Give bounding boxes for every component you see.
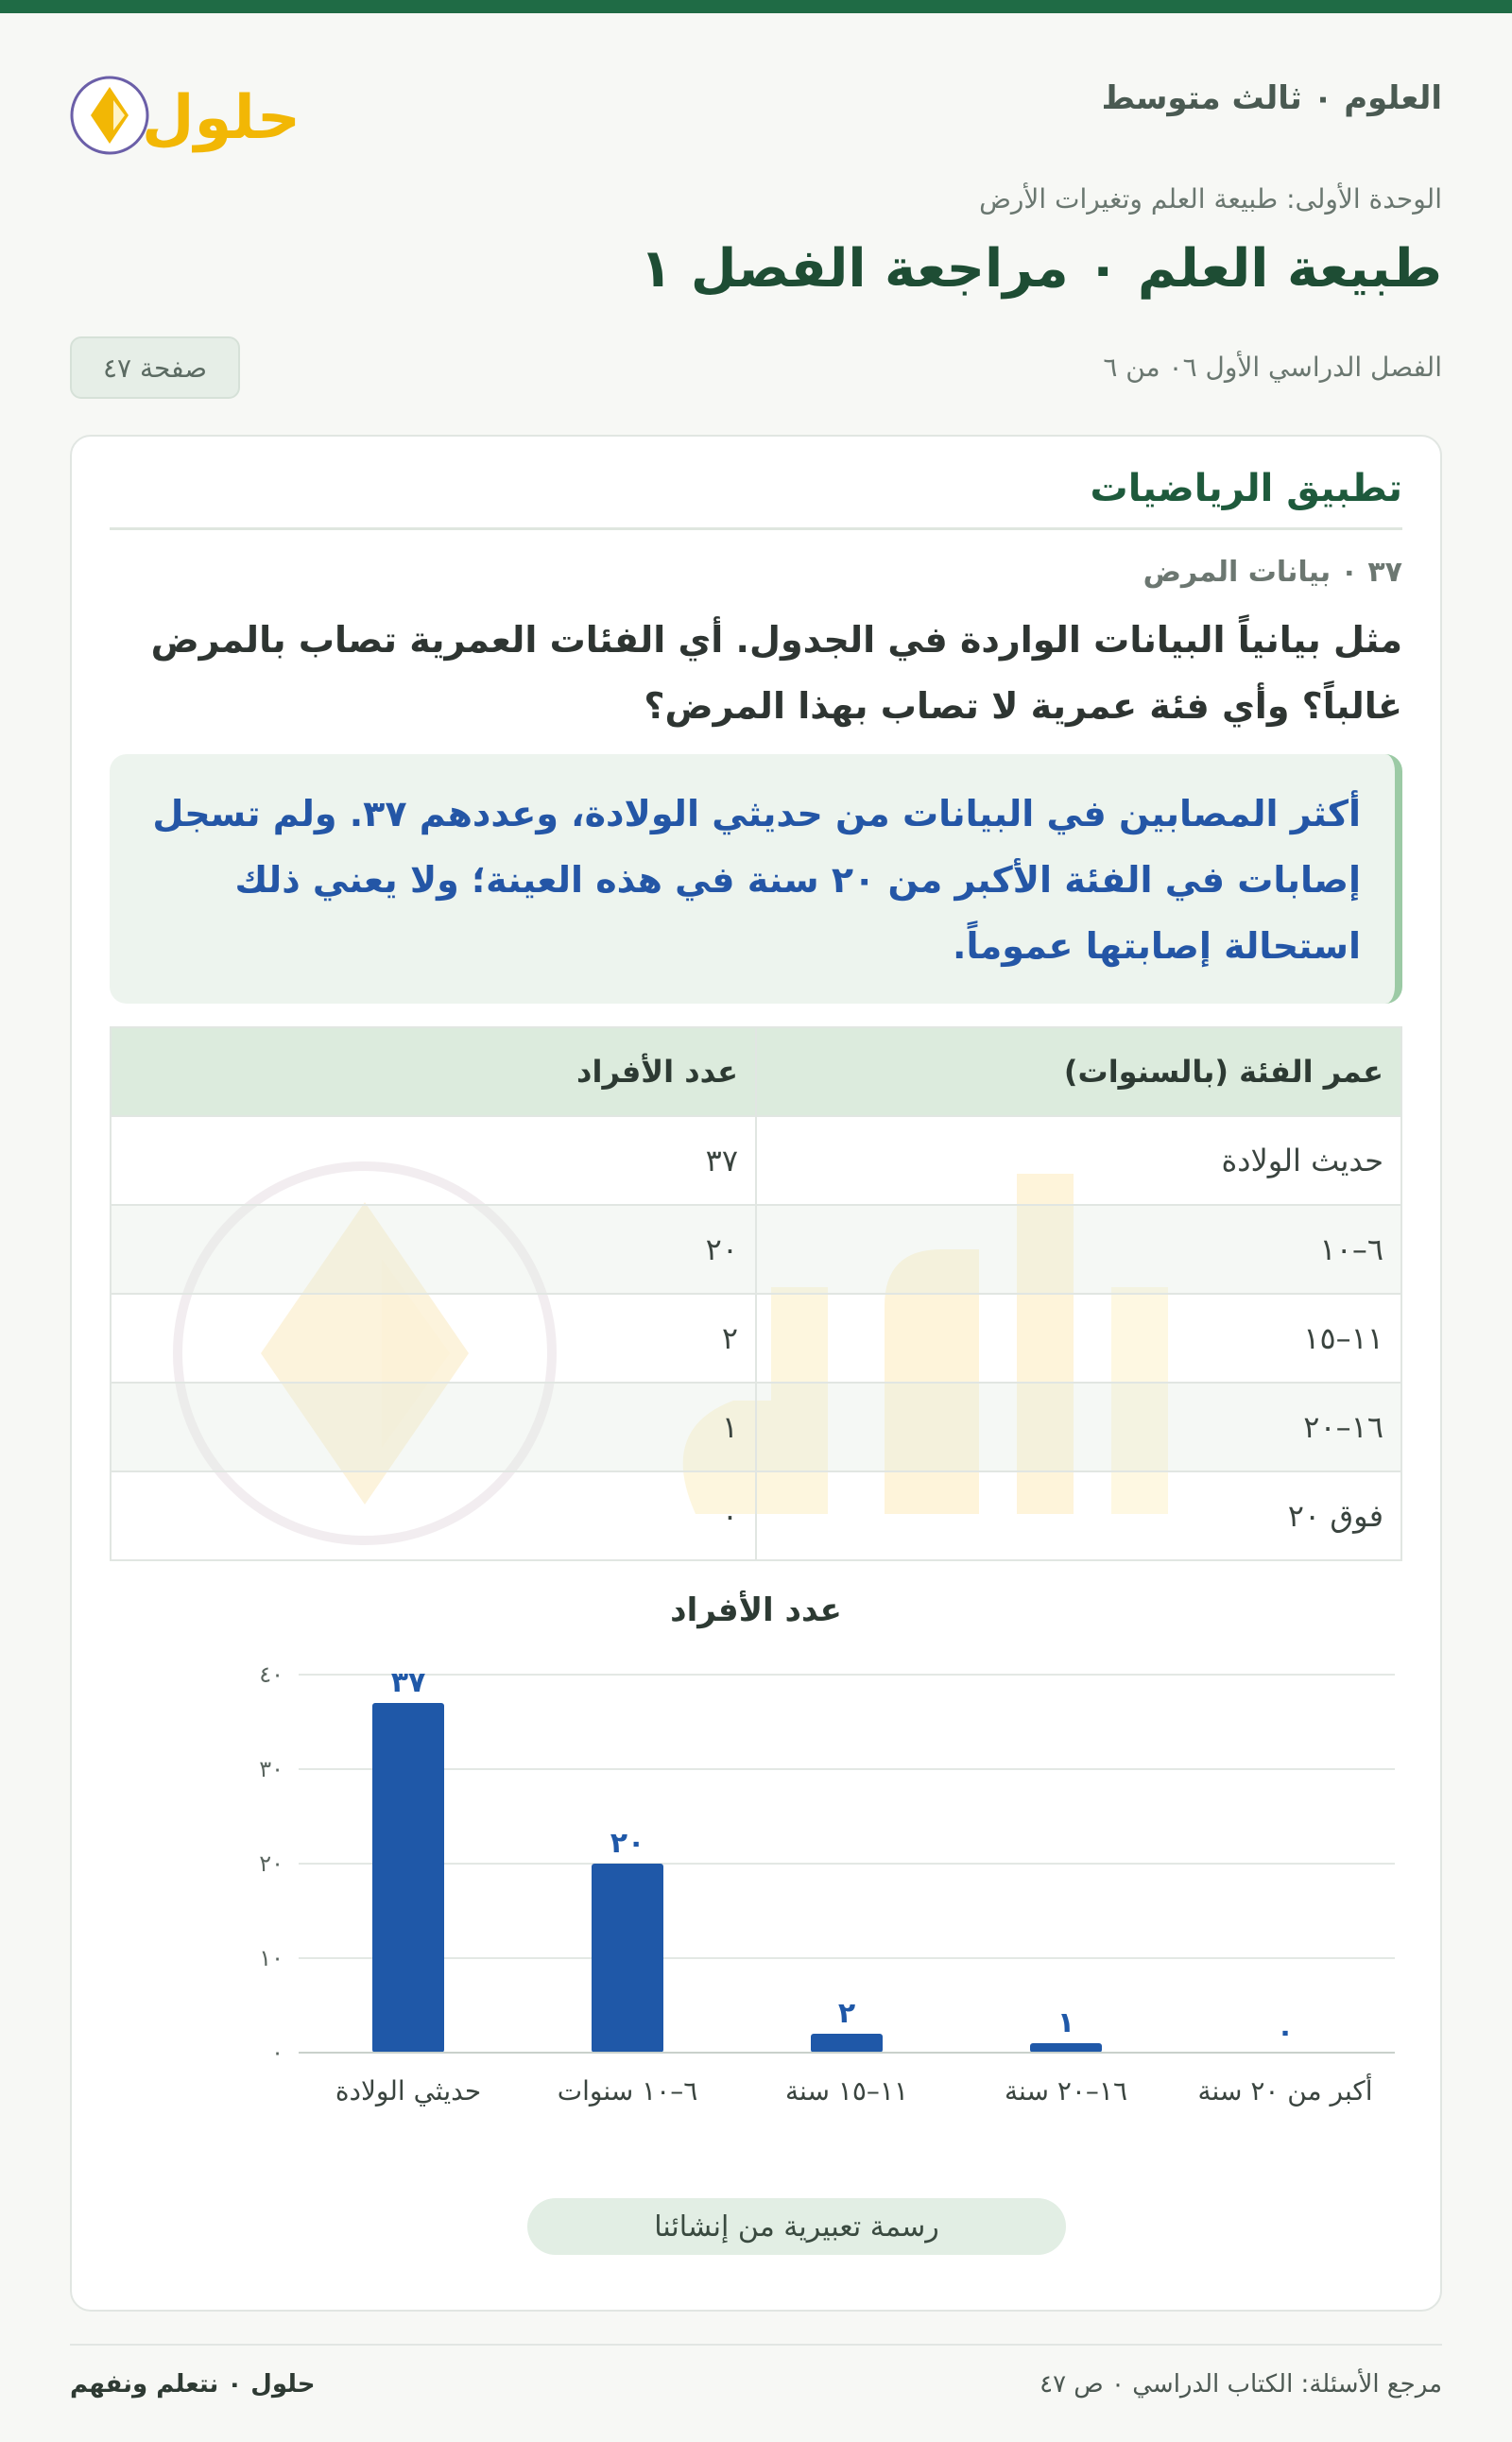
y-tick-label: ١٠: [259, 1945, 284, 1971]
page-header: [70, 68, 1442, 163]
answer-text: أكثر المصابين في البيانات من حديثي الولادة، وعددهم ٣٧. ولم تسجل إصابات في الفئة الأكبر من ٢٠ سنة في هذه العينة؛ ولا يعني ذلك استحالة إصابتها عموماً.: [152, 793, 1361, 967]
bar: [1030, 2043, 1102, 2053]
lesson-title: طبيعة العلم ٠ مراجعة الفصل ١: [640, 238, 1442, 300]
bar: [372, 1703, 444, 2053]
x-tick-label: ٦–١٠ سنوات: [557, 2075, 698, 2107]
logo-text: حلول: [142, 83, 301, 153]
y-tick-label: ٣٠: [259, 1756, 284, 1782]
cell-age: ١٦–٢٠: [756, 1383, 1401, 1471]
table-row: [111, 1294, 1401, 1383]
subject-label: العلوم ٠ ثالث متوسط: [1101, 79, 1442, 117]
unit-label: الوحدة الأولى: طبيعة العلم وتغيرات الأرض: [979, 183, 1442, 215]
section-divider: [110, 527, 1402, 530]
bar-value-label: ٢٠: [610, 1827, 645, 1860]
table-header-row: [111, 1027, 1401, 1116]
bar-chart: [242, 1646, 1414, 2138]
bar: [811, 2034, 883, 2053]
x-tick-label: أكبر من ٢٠ سنة: [1197, 2075, 1373, 2107]
cell-count: ٢: [111, 1294, 756, 1383]
cell-count: ٢٠: [111, 1205, 756, 1294]
bar-value-label: ٠: [1276, 2016, 1295, 2049]
footer-reference: مرجع الأسئلة: الكتاب الدراسي ٠ ص ٤٧: [1040, 2370, 1442, 2399]
footer-brand[interactable]: حلول ٠ نتعلم ونفهم: [70, 2370, 316, 2399]
table-row: [111, 1205, 1401, 1294]
y-tick-label: ٢٠: [259, 1850, 284, 1877]
section-title: تطبيق الرياضيات: [1090, 467, 1402, 510]
table-row: [111, 1383, 1401, 1471]
chart-note: رسمة تعبيرية من إنشائنا: [527, 2198, 1066, 2255]
page-badge[interactable]: صفحة ٤٧: [70, 336, 240, 399]
cell-age: ٦–١٠: [756, 1205, 1401, 1294]
brand-logo[interactable]: [70, 68, 316, 163]
y-tick-label: ٤٠: [259, 1661, 284, 1688]
top-accent-bar: [0, 0, 1512, 13]
cell-age: حديث الولادة: [756, 1116, 1401, 1205]
cell-count: ٣٧: [111, 1116, 756, 1205]
table-row: [111, 1471, 1401, 1560]
cell-age: فوق ٢٠: [756, 1471, 1401, 1560]
cell-age: ١١–١٥: [756, 1294, 1401, 1383]
content-card: [70, 435, 1442, 2312]
bar-value-label: ٢: [837, 1997, 856, 2030]
bar: [592, 1864, 663, 2053]
bar-value-label: ٣٧: [390, 1666, 426, 1699]
table-row: [111, 1116, 1401, 1205]
cell-count: ٠: [111, 1471, 756, 1560]
x-tick-label: ١٦–٢٠ سنة: [1005, 2075, 1127, 2107]
chart-title: عدد الأفراد: [670, 1591, 842, 1629]
question-text: مثل بيانياً البيانات الواردة في الجدول. أي الفئات العمرية تصاب بالمرض غالباً؟ وأي فئة عمرية لا تصاب بهذا المرض؟: [150, 619, 1402, 727]
data-table: [110, 1026, 1402, 1561]
cell-count: ١: [111, 1383, 756, 1471]
question-number: ٣٧ ٠ بيانات المرض: [1143, 556, 1402, 589]
answer-box: [110, 754, 1402, 1004]
bar-value-label: ١: [1057, 2006, 1075, 2039]
x-tick-label: حديثي الولادة: [335, 2075, 482, 2107]
footer-divider: [70, 2344, 1442, 2346]
y-tick-label: ٠: [271, 2039, 284, 2066]
term-label: الفصل الدراسي الأول ٠٦ من ٦: [1103, 352, 1442, 383]
column-header-age: عمر الفئة (بالسنوات): [756, 1027, 1401, 1116]
x-tick-label: ١١–١٥ سنة: [785, 2075, 908, 2107]
column-header-count: عدد الأفراد: [111, 1027, 756, 1116]
